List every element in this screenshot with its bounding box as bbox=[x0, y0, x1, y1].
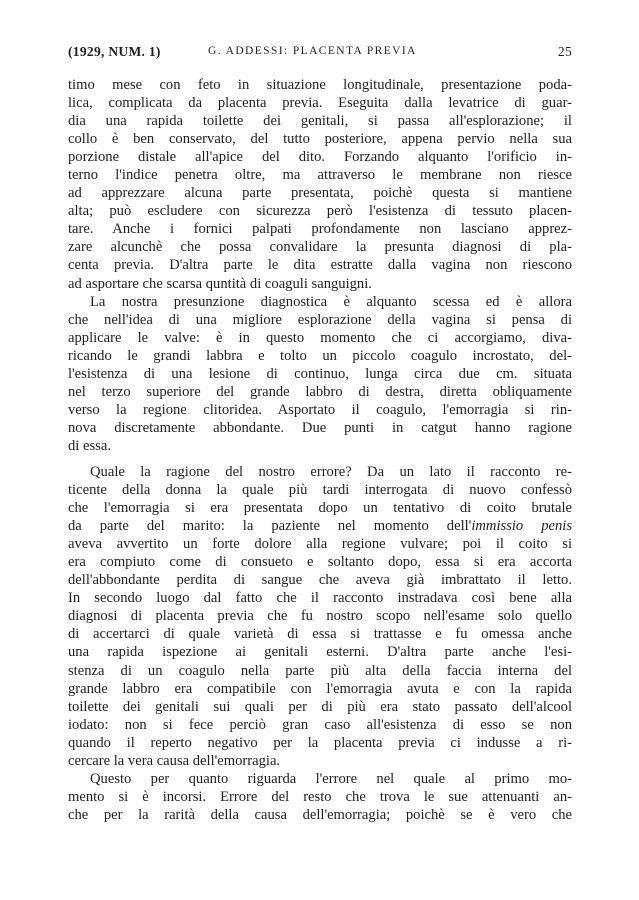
text-line: era compiuto come di consueto e soltanto dopo, essa si era accorta bbox=[68, 554, 572, 571]
paragraph-gap bbox=[68, 455, 572, 463]
text-line: tare. Anche i fornici palpati profondamente non lasciano apprez- bbox=[68, 221, 572, 238]
text-line: di essa. bbox=[68, 437, 111, 454]
text-line: terno l'indice penetra oltre, ma attraverso le membrane non riesce bbox=[68, 167, 572, 184]
text-line: ticente della donna la quale più tardi interrogata di nuovo confessò bbox=[68, 482, 572, 499]
text-line: di accertarci di quale varietà di essa si trattasse e fu omessa anche bbox=[68, 626, 572, 643]
paragraph-presumption bbox=[68, 293, 572, 455]
text-line: stenza di un coagulo nella parte più alta della faccia interna del bbox=[68, 662, 572, 679]
text-line: mento si è incorsi. Errore del resto che trova le sue attenuanti an- bbox=[68, 788, 572, 805]
text-line: porzione distale all'apice del dito. Forzando alquanto l'orificio in- bbox=[68, 149, 572, 166]
text-line: timo mese con feto in situazione longitudinale, presentazione poda- bbox=[68, 77, 572, 93]
text-line: quando il reperto negativo per la placenta previa ci indusse a ri- bbox=[68, 734, 572, 751]
text-line: iodato: non si fece perciò gran caso all'esistenza di esso se non bbox=[68, 716, 572, 733]
text-line: ad asportare che scarsa quntità di coaguli sanguigni. bbox=[68, 275, 372, 292]
text-line: La nostra presunzione diagnostica è alquanto scessa ed è allora bbox=[90, 293, 572, 310]
text-line: che per la rarità della causa dell'emorragia; poichè se è vero che bbox=[68, 806, 572, 823]
text-line: toilette dei genitali sui quali per di più era stato passato dell'alcool bbox=[68, 698, 572, 715]
text-line: In secondo luogo dal fatto che il racconto instradava così bene alla bbox=[68, 590, 572, 607]
text-line: dell'abbondante perdita di sangue che aveva già imbrattato il letto. bbox=[68, 572, 572, 589]
text-line: una rapida ispezione ai genitali esterni. D'altra parte anche l'esi- bbox=[68, 644, 572, 661]
running-header bbox=[68, 44, 572, 66]
text-line: lica, complicata da placenta previa. Eseguita dalla levatrice di guar- bbox=[68, 95, 572, 112]
paragraph-error-reason bbox=[68, 463, 572, 770]
text-line: cercare la vera causa dell'emorragia. bbox=[68, 752, 281, 769]
text-line: nel terzo superiore del grande labbro di destra, diretta obliquamente bbox=[68, 383, 572, 400]
article-body bbox=[68, 76, 572, 824]
text-line: che l'emorragia si era presentata dopo un tentativo di coito brutale bbox=[68, 500, 572, 517]
text-line: l'esistenza di una lesione di continuo, lunga circa due cm. situata bbox=[68, 365, 572, 382]
text-line: nova discretamente abbondante. Due punti in catgut hanno ragione bbox=[68, 419, 572, 436]
journal-page bbox=[68, 44, 572, 824]
text-line: che nell'idea di una migliore esplorazione della vagina si pensa di bbox=[68, 311, 572, 328]
text-fragment: da parte del marito: la paziente nel momento dell' bbox=[68, 518, 472, 535]
volume-reference: (1929, NUM. 1) bbox=[68, 44, 161, 59]
text-line: centa previa. D'altra parte le dita estratte dalla vagina non riescono bbox=[68, 257, 572, 274]
text-line: zare alcunchè che possa convalidare la presunta diagnosi di pla- bbox=[68, 239, 572, 256]
text-line: verso la regione clitoridea. Asportato il coagulo, l'emorragia si rin- bbox=[68, 401, 572, 418]
running-title: G. ADDESSI: PLACENTA PREVIA bbox=[208, 45, 417, 57]
text-line: dia una rapida toilette dei genitali, si passa all'esplorazione; il bbox=[68, 113, 572, 130]
page-number: 25 bbox=[557, 44, 572, 59]
paragraph-case-description bbox=[68, 76, 572, 293]
text-line: Quale la ragione del nostro errore? Da un lato il racconto re- bbox=[90, 463, 572, 480]
text-line: collo è ben conservato, del tutto posteriore, appena pervio nella sua bbox=[68, 131, 572, 148]
paragraph-error-attenuation bbox=[68, 770, 572, 824]
text-line: aveva avvertito un forte dolore alla regione vulvare; poi il coito si bbox=[68, 536, 572, 553]
text-line: diagnosi di placenta previa che fu nostro scopo nell'esame solo quello bbox=[68, 608, 572, 625]
text-line: grande labbro era compatibile con l'emorragia avuta e con la rapida bbox=[68, 680, 572, 697]
text-line-with-italic bbox=[68, 517, 572, 535]
italic-latin-phrase: immissio penis bbox=[471, 518, 572, 535]
text-line: ricando le grandi labbra e tolto un piccolo coagulo incrostato, del- bbox=[68, 347, 572, 364]
text-line: applicare le valve: è in questo momento che ci accorgiamo, diva- bbox=[68, 329, 572, 346]
text-line: ad apprezzare alcuna parte presentata, poichè questa si mantiene bbox=[68, 185, 572, 202]
text-line: alta; può escludere con sicurezza però l'esistenza di tessuto placen- bbox=[68, 203, 572, 220]
text-line: Questo per quanto riguarda l'errore nel quale al primo mo- bbox=[90, 770, 572, 787]
